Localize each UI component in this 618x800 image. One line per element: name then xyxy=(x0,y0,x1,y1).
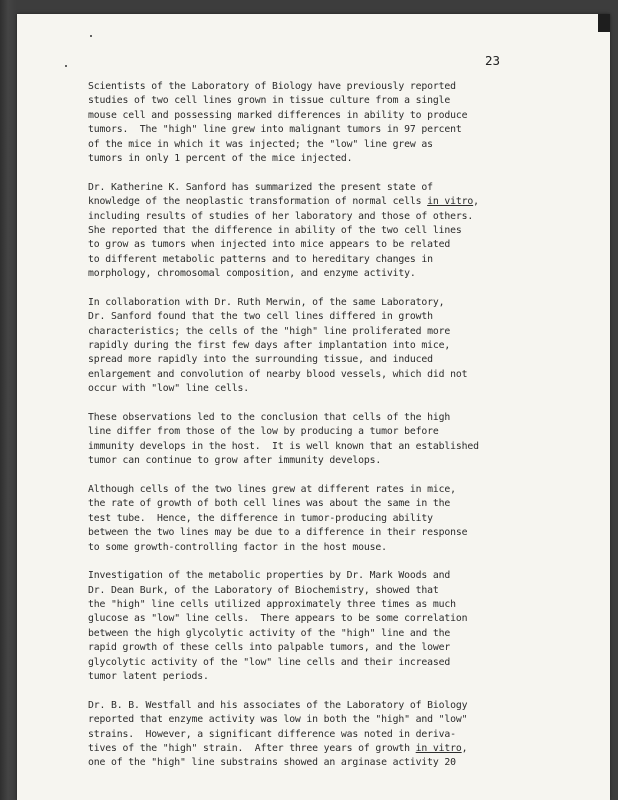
text-line: rapidly during the first few days after implantation into mice, xyxy=(88,340,451,352)
page-number: 23 xyxy=(485,53,501,68)
text-line: Although cells of the two lines grew at different rates in mice, xyxy=(88,483,456,495)
text-line: of the mice in which it was injected; the "low" line grew as xyxy=(88,138,433,150)
paragraph xyxy=(88,80,528,166)
text-line: glycolytic activity of the "low" line cells and their increased xyxy=(88,656,451,668)
text-line: tives of the "high" strain. After three years of growth in vitro, xyxy=(88,742,468,754)
text-line: Dr. B. B. Westfall and his associates of the Laboratory of Biology xyxy=(88,699,468,711)
text-line: to some growth-controlling factor in the host mouse. xyxy=(88,541,387,553)
paragraph xyxy=(88,181,528,282)
paragraph xyxy=(88,411,528,469)
text-line: tumor latent periods. xyxy=(88,671,209,683)
paragraph xyxy=(88,569,528,684)
text-line: occur with "low" line cells. xyxy=(88,383,249,395)
text-line: mouse cell and possessing marked differences in ability to produce xyxy=(88,109,468,121)
text-line: line differ from those of the low by producing a tumor before xyxy=(88,426,439,438)
text-line: spread more rapidly into the surrounding tissue, and induced xyxy=(88,354,433,366)
document-body xyxy=(88,80,528,785)
text-line: tumors. The "high" line grew into malignant tumors in 97 percent xyxy=(88,124,462,136)
text-line: strains. However, a significant difference was noted in deriva- xyxy=(88,728,456,740)
speck-mark xyxy=(65,65,67,67)
paragraph xyxy=(88,483,528,555)
text-line: studies of two cell lines grown in tissue culture from a single xyxy=(88,95,451,107)
text-line: Dr. Sanford found that the two cell lines differed in growth xyxy=(88,311,433,323)
text-line: the "high" line cells utilized approximately three times as much xyxy=(88,599,456,611)
text-line: Scientists of the Laboratory of Biology have previously reported xyxy=(88,81,456,92)
text-line: to different metabolic patterns and to hereditary changes in xyxy=(88,253,433,265)
text-line: between the high glycolytic activity of the "high" line and the xyxy=(88,627,451,639)
text-line: one of the "high" line substrains showed an arginase activity 20 xyxy=(88,757,456,769)
text-line: tumors in only 1 percent of the mice injected. xyxy=(88,152,353,164)
text-line: between the two lines may be due to a difference in their response xyxy=(88,527,468,539)
text-line: enlargement and convolution of nearby blood vessels, which did not xyxy=(88,368,468,380)
text-line: characteristics; the cells of the "high" line proliferated more xyxy=(88,325,451,337)
text-line: including results of studies of her laboratory and those of others. xyxy=(88,210,474,222)
text-line: the rate of growth of both cell lines was about the same in the xyxy=(88,498,451,510)
text-line: knowledge of the neoplastic transformation of normal cells in vitro, xyxy=(88,196,479,208)
binder-clip-mark xyxy=(598,14,610,32)
underlined-term: in vitro xyxy=(427,196,474,208)
paragraph xyxy=(88,296,528,397)
text-line: glucose as "low" line cells. There appears to be some correlation xyxy=(88,613,468,625)
text-line: These observations led to the conclusion that cells of the high xyxy=(88,411,451,423)
text-line: tumor can continue to grow after immunity develops. xyxy=(88,455,382,467)
text-line: reported that enzyme activity was low in both the "high" and "low" xyxy=(88,714,468,726)
text-line: to grow as tumors when injected into mice appears to be related xyxy=(88,239,451,251)
paragraph xyxy=(88,699,528,771)
text-line: Dr. Dean Burk, of the Laboratory of Biochemistry, showed that xyxy=(88,584,439,596)
text-line: In collaboration with Dr. Ruth Merwin, of the same Laboratory, xyxy=(88,296,445,308)
text-line: Dr. Katherine K. Sanford has summarized the present state of xyxy=(88,181,433,193)
text-line: test tube. Hence, the difference in tumor-producing ability xyxy=(88,512,433,524)
text-line: immunity develops in the host. It is well known that an established xyxy=(88,440,479,452)
text-line: morphology, chromosomal composition, and enzyme activity. xyxy=(88,268,416,280)
text-line: She reported that the difference in ability of the two cell lines xyxy=(88,224,462,236)
underlined-term: in vitro xyxy=(415,742,462,754)
text-line: Investigation of the metabolic properties by Dr. Mark Woods and xyxy=(88,570,451,582)
text-line: rapid growth of these cells into palpable tumors, and the lower xyxy=(88,642,451,654)
speck-mark xyxy=(90,35,92,37)
